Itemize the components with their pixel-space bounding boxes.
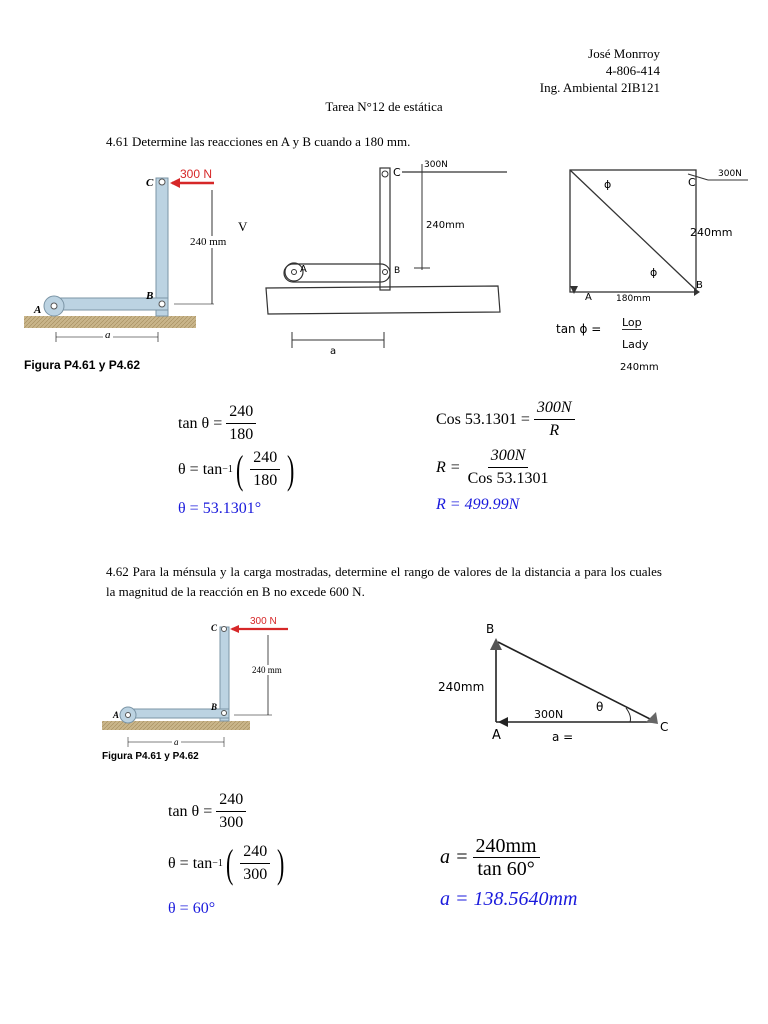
label-b: B [146,290,154,302]
dim-label: 240 mm [190,236,227,248]
eq-461-cos: Cos 53.1301 = $\frac{300N}{R}$ [436,398,579,441]
label-a: A [34,304,42,316]
sketch462-dist: a = [552,730,574,744]
sketch2-label-b: B [696,280,703,291]
sketch1-label-b: B [394,266,401,276]
bracket-vertical [220,627,229,721]
student-id: 4-806-414 [605,63,660,78]
sketch462-label-a: A [492,728,501,743]
dim-a-label: a [105,329,111,341]
eq-462-theta: θ = tan −1 ( $\frac{240}{300}$ ) [168,840,285,886]
sketch462-label-c: C [660,720,669,734]
sketch2-note-bottom: 240mm [620,362,659,373]
sketch462-load: 300N [534,708,564,721]
eq-462-result: θ = 60° [168,900,216,917]
sketch2-load: 300N [718,169,742,179]
sketch2-label-c: C [688,176,696,189]
sketch1-label-a: A [300,264,307,275]
sketch2-note-den: Lady [622,338,649,351]
eq-462-a: a = $\frac{240mm}{\tan 60^\circ}$ [440,836,544,879]
problem-461-statement: 4.61 Determine las reacciones en A y B cuando a 180 mm. [106,134,411,149]
sketch1-dim: 240mm [426,220,465,231]
page-title: Tarea N°12 de estática [325,99,443,114]
eq-462-tan: tan θ = $\frac{240}{300}$ [168,790,250,833]
dim-a-label-462: a [174,737,179,747]
eq-461-r-result: R = 499.99N [436,496,520,513]
sketch2-phi-top: ϕ [604,178,612,191]
sketch2-note: tan ϕ = [556,322,602,336]
sketch1-load: 300N [424,160,448,170]
sketch462-label-b: B [486,622,495,636]
dim-label-462: 240 mm [252,665,282,675]
sketch2-phi-bottom: ϕ [650,266,658,279]
sketch2-dim-b: 180mm [616,294,651,304]
course: Ing. Ambiental 2IB121 [539,80,660,95]
figure-462 [102,615,292,765]
eq-462-a-result: a = 138.5640mm [440,888,578,910]
author-name: José Monrroy [588,46,660,61]
eq-461-result: θ = 53.1301° [178,500,262,517]
sketch1-label-c: C [393,166,401,179]
pin-c [159,179,165,185]
eq-461-tan: tan θ = $\frac{240}{180}$ [178,402,260,445]
label-b-462: B [211,702,218,712]
ground [24,316,196,328]
stray-v: V [238,219,248,234]
figure-461 [24,160,214,378]
figure-caption: Figura P4.61 y P4.62 [24,358,141,372]
sketch2-dim-h: 240mm [690,226,733,239]
label-c: C [146,177,154,189]
sketch2-label-a: A [585,292,592,303]
problem-462-statement: 4.62 Para la ménsula y la carga mostradas, determine el rango de valores de la distancia a para los cuales la magnitud de la reacción en B no excede 600 N. [106,564,662,599]
eq-461-r: R = $\frac{300N}{\text{Cos 53.1301}}$ [436,447,549,487]
load-label-462: 300 N [250,616,277,627]
pin-b [159,301,165,307]
sketch2-note-num: Lop [622,316,642,329]
sketch1-dim-a: a [330,346,337,357]
eq-461-theta: θ = tan −1 ( $\frac{240}{180}$ ) [178,446,295,492]
bracket-vertical [156,178,168,316]
label-c-462: C [211,623,218,633]
sketch462-dim: 240mm [438,680,485,694]
sketch462-theta: θ [596,700,604,714]
load-label: 300 N [180,167,213,181]
label-a-462: A [113,710,120,720]
figure-caption-462: Figura P4.61 y P4.62 [102,751,199,762]
